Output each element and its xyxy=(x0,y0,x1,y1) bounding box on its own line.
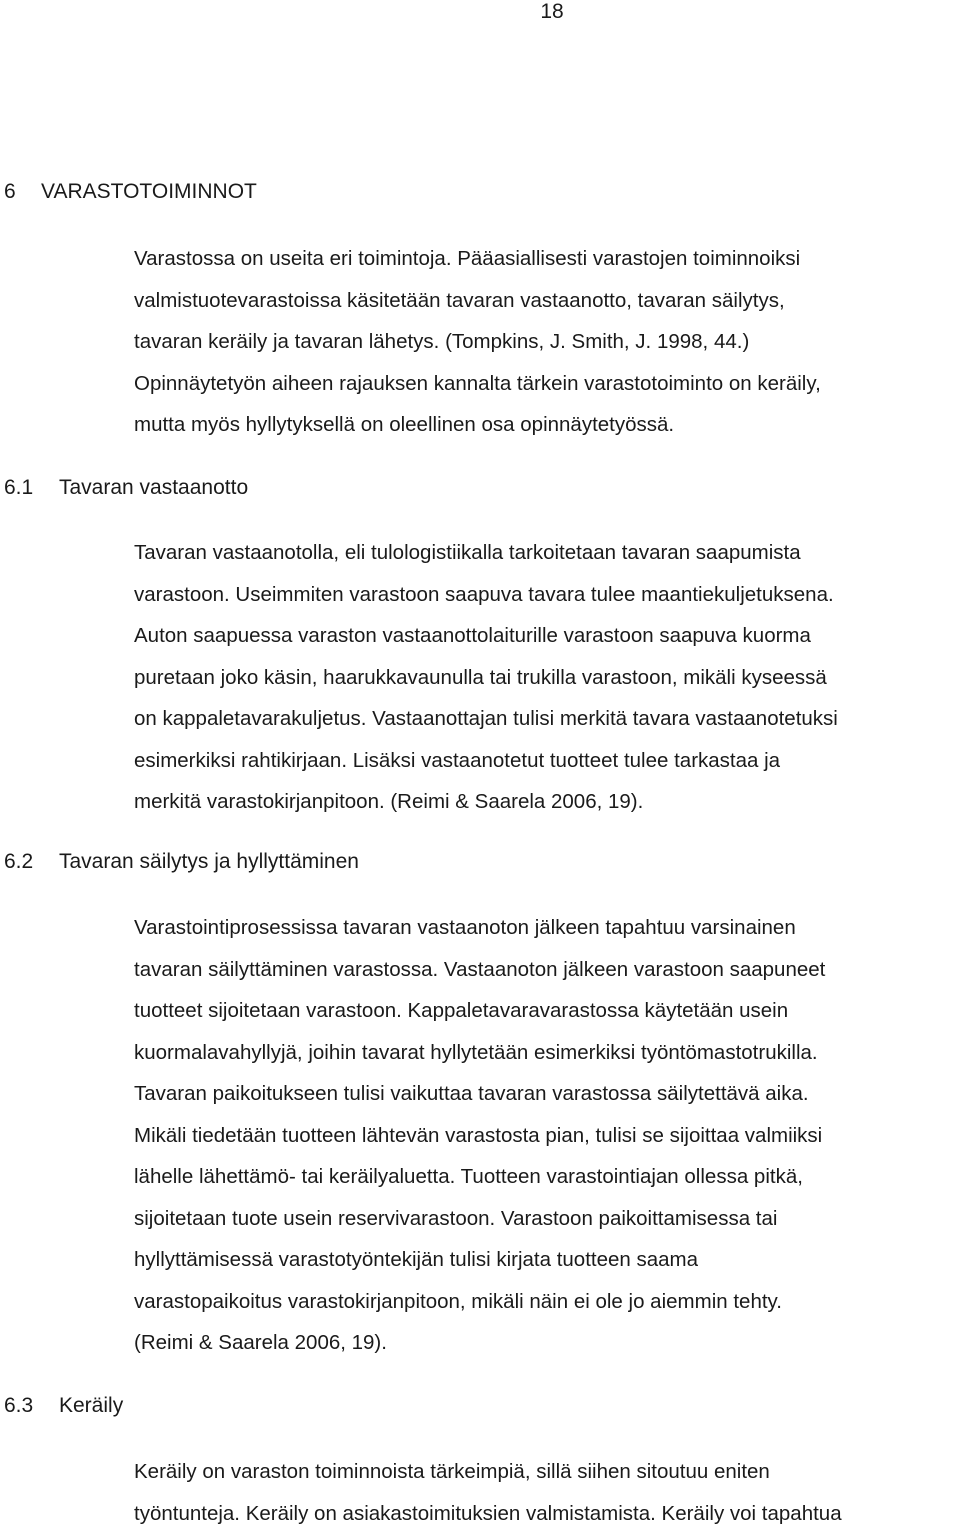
paragraph-line: sijoitetaan tuote usein reservivarastoon. Varastoon paikoittamisessa tai xyxy=(134,1198,960,1240)
section-6-1-paragraph xyxy=(134,532,960,823)
paragraph-line: tuotteet sijoitetaan varastoon. Kappaletavaravarastossa käytetään usein xyxy=(134,990,960,1032)
paragraph-line: kuormalavahyllyjä, joihin tavarat hyllytetään esimerkiksi työntömastotrukilla. xyxy=(134,1032,960,1074)
paragraph-line: puretaan joko käsin, haarukkavaunulla tai trukilla varastoon, mikäli kyseessä xyxy=(134,657,960,699)
section-heading-6-3 xyxy=(4,1392,123,1420)
paragraph-line: varastoon. Useimmiten varastoon saapuva tavara tulee maantiekuljetuksena. xyxy=(134,574,960,616)
chapter-title: VARASTOTOIMINNOT xyxy=(41,180,257,203)
paragraph-line: tavaran säilyttäminen varastossa. Vastaanoton jälkeen varastoon saapuneet xyxy=(134,949,960,991)
chapter-intro-paragraph xyxy=(134,238,960,446)
paragraph-line: (Reimi & Saarela 2006, 19). xyxy=(134,1322,960,1364)
section-6-2-paragraph xyxy=(134,907,960,1364)
paragraph-line: Tavaran paikoitukseen tulisi vaikuttaa tavaran varastossa säilytettävä aika. xyxy=(134,1073,960,1115)
paragraph-line: Varastointiprosessissa tavaran vastaanoton jälkeen tapahtuu varsinainen xyxy=(134,907,960,949)
paragraph-line: esimerkiksi rahtikirjaan. Lisäksi vastaanotetut tuotteet tulee tarkastaa ja xyxy=(134,740,960,782)
section-title: Tavaran säilytys ja hyllyttäminen xyxy=(59,850,359,873)
paragraph-line: valmistuotevarastoissa käsitetään tavaran vastaanotto, tavaran säilytys, xyxy=(134,280,960,322)
paragraph-line: Mikäli tiedetään tuotteen lähtevän varastosta pian, tulisi se sijoittaa valmiiksi xyxy=(134,1115,960,1157)
section-number: 6.2 xyxy=(4,848,59,876)
paragraph-line: tavaran keräily ja tavaran lähetys. (Tompkins, J. Smith, J. 1998, 44.) xyxy=(134,321,960,363)
section-heading-6-2 xyxy=(4,848,359,876)
paragraph-line: Tavaran vastaanotolla, eli tulologistiikalla tarkoitetaan tavaran saapumista xyxy=(134,532,960,574)
chapter-heading xyxy=(4,178,257,206)
paragraph-line: työntunteja. Keräily on asiakastoimituksien valmistamista. Keräily voi tapahtua xyxy=(134,1493,960,1534)
chapter-number: 6 xyxy=(4,178,41,206)
paragraph-line: on kappaletavarakuljetus. Vastaanottajan tulisi merkitä tavara vastaanotetuksi xyxy=(134,698,960,740)
section-number: 6.1 xyxy=(4,474,59,502)
paragraph-line: Varastossa on useita eri toimintoja. Pääasiallisesti varastojen toiminnoiksi xyxy=(134,238,960,280)
section-6-3-paragraph xyxy=(134,1451,960,1534)
paragraph-line: Auton saapuessa varaston vastaanottolaiturille varastoon saapuva kuorma xyxy=(134,615,960,657)
paragraph-line: varastopaikoitus varastokirjanpitoon, mikäli näin ei ole jo aiemmin tehty. xyxy=(134,1281,960,1323)
paragraph-line: hyllyttämisessä varastotyöntekijän tulisi kirjata tuotteen saama xyxy=(134,1239,960,1281)
paragraph-line: merkitä varastokirjanpitoon. (Reimi & Saarela 2006, 19). xyxy=(134,781,960,823)
paragraph-line: Opinnäytetyön aiheen rajauksen kannalta tärkein varastotoiminto on keräily, xyxy=(134,363,960,405)
paragraph-line: lähelle lähettämö- tai keräilyaluetta. Tuotteen varastointiajan ollessa pitkä, xyxy=(134,1156,960,1198)
paragraph-line: Keräily on varaston toiminnoista tärkeimpiä, sillä siihen sitoutuu eniten xyxy=(134,1451,960,1493)
paragraph-line: mutta myös hyllytyksellä on oleellinen osa opinnäytetyössä. xyxy=(134,404,960,446)
section-title: Keräily xyxy=(59,1394,123,1417)
section-heading-6-1 xyxy=(4,474,248,502)
section-number: 6.3 xyxy=(4,1392,59,1420)
section-title: Tavaran vastaanotto xyxy=(59,476,248,499)
page-number: 18 xyxy=(532,0,572,24)
